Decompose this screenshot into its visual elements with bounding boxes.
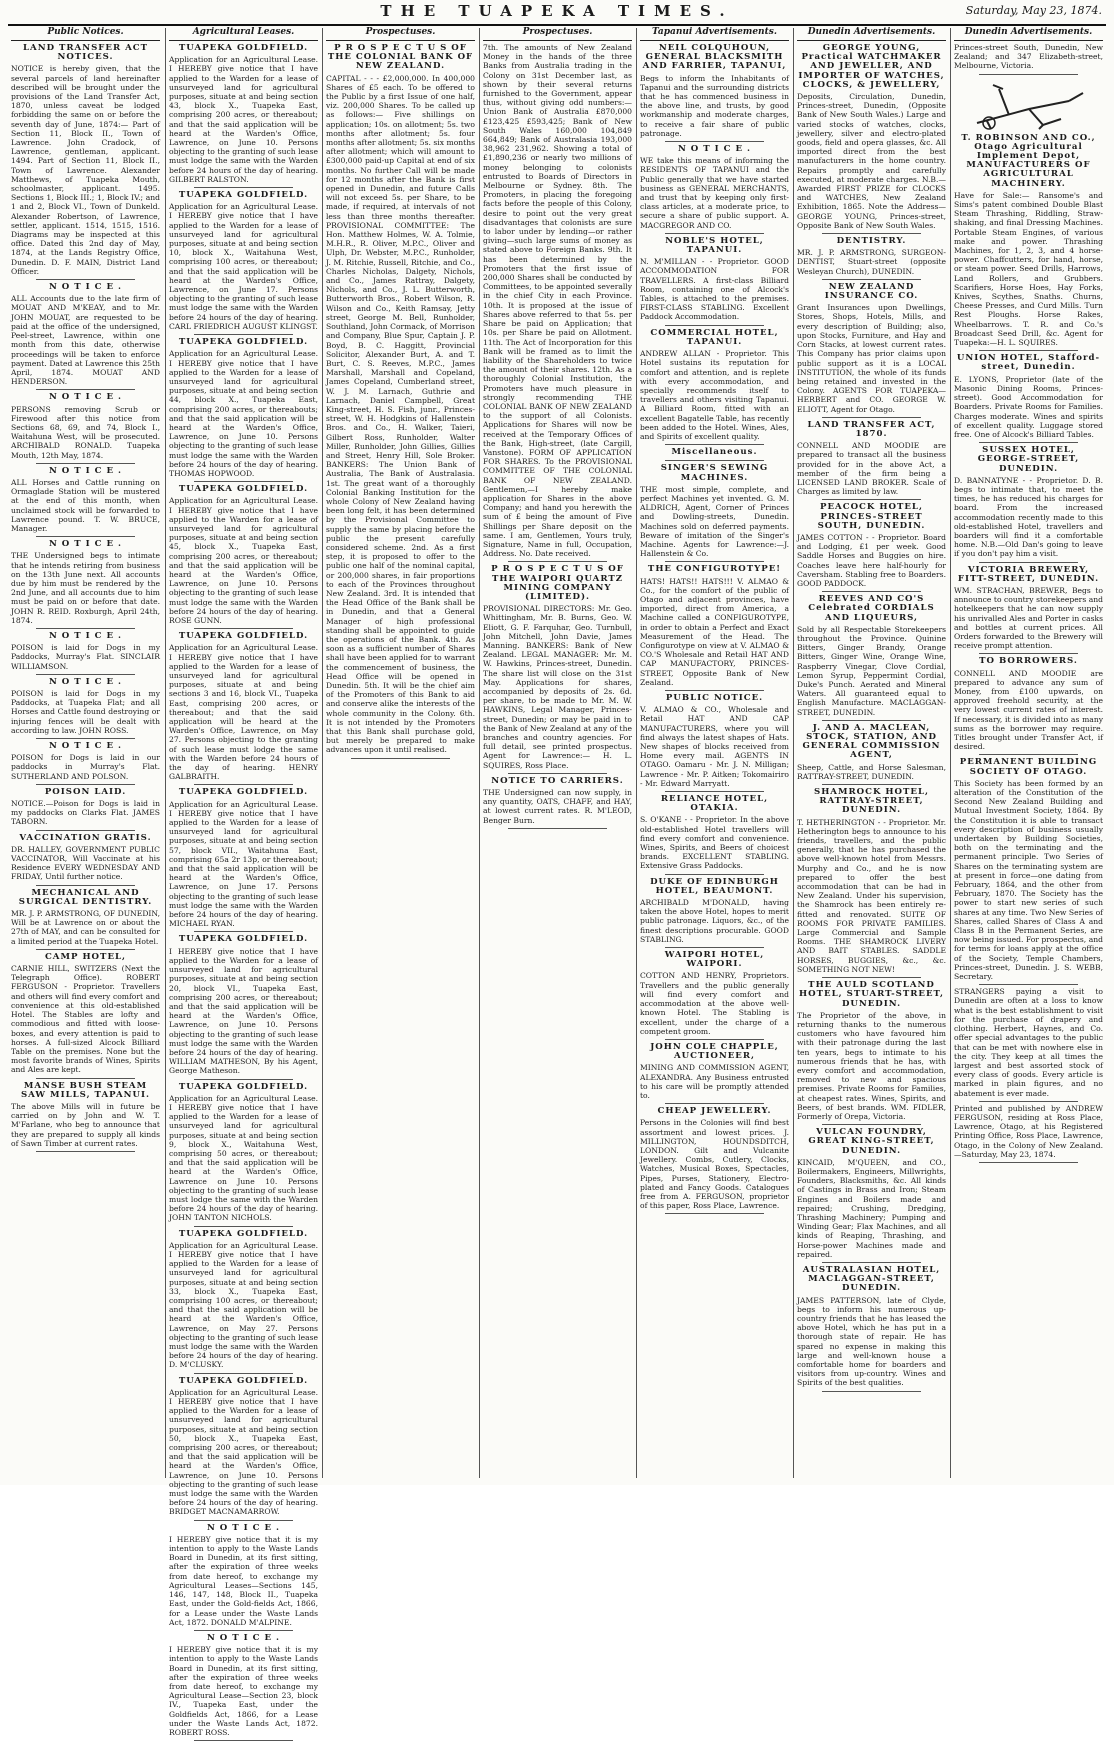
advertisement xyxy=(8,632,163,671)
advertisement-title: DENTISTRY. xyxy=(836,236,907,247)
column-header: Prospectuses. xyxy=(483,28,632,41)
advertisement-body: CONNELL AND MOODIE are prepared to advance any sum of Money, from £100 upwards, on approved freehold security, at the very lowest current rates of interest. If necessary, it is divided into as many sums as the borrower may require. Titles brought under Transfer Act, if desired. xyxy=(954,668,1103,752)
rule-divider xyxy=(979,442,1078,443)
advertisement xyxy=(8,44,163,276)
advertisement xyxy=(480,43,635,558)
advertisement xyxy=(480,777,635,825)
advertisement-body: D. BANNATYNE - - Proprietor. D. B. begs to intimate that, to meet the times, he has reduced his charges for board. From the increased accommodation recently made to this old-established Hotel, travellers and boarders will find it a comfortable home. N.B.—Old Dan's going to leave if you don't pay him a visit. xyxy=(954,475,1103,559)
rule-divider xyxy=(665,690,764,691)
column-5 xyxy=(636,28,792,1478)
column-header: Agricultural Leases. xyxy=(169,28,318,41)
advertisement xyxy=(637,951,792,1036)
advertisement xyxy=(8,467,163,533)
advertisement-title: N O T I C E . xyxy=(48,465,123,476)
rule-divider xyxy=(665,791,764,792)
advertisement-body: THE most simple, complete, and perfect Machines yet invented. G. M. ALDRICH, Agent, Corner of Princes and Dowling-streets, Dunedin. Machines sold on deferred payments. Beware of imitation of the Singer's Machine. Agents for Lawrence:—J. Hallenstein & Co. xyxy=(640,484,789,559)
advertisement-title: JOHN COLE CHAPPLE, AUCTIONEER, xyxy=(650,1041,779,1062)
advertisement xyxy=(166,44,321,184)
advertisement-body: E. LYONS, Proprietor (late of the Masonic Dining Rooms, Princes-street). Good Accommodation for Boarders. Private Rooms for Families. Charges moderate. Wines and spirits of excellent quality. Luggage stored free. One of Alcock's Billiard Tables. xyxy=(954,374,1103,439)
column-header: Dunedin Advertisements. xyxy=(954,28,1103,41)
rule-divider xyxy=(36,830,135,831)
advertisement xyxy=(166,935,321,1075)
rule-divider xyxy=(665,1213,764,1214)
masthead xyxy=(8,2,1106,26)
advertisement xyxy=(166,632,321,781)
advertisement-title: TUAPEKA GOLDFIELD. xyxy=(178,1228,309,1239)
advertisement-title: NEW ZEALAND INSURANCE CO. xyxy=(824,281,919,302)
rule-divider xyxy=(665,947,764,948)
advertisement-title: Miscellaneous. xyxy=(671,447,758,458)
advertisement-title: AUSTRALASIAN HOTEL, MACLAGGAN-STREET, DUNEDIN. xyxy=(802,1264,941,1294)
advertisement-body: HATS! HATS!! HATS!!! V. ALMAO & Co., for the comfort of the public of Otago and adjacent provinces, have imported, direct from America, a Machine called a CONFIGUROTYPE, in order to obtain a Perfect and Exact Measurement of the Head. The Configurotype on view at V. ALMAO & CO.'S Wholesale and Retail HAT AND CAP MANUFACTORY, PRINCES-STREET, Opposite Bank of New Zealand. xyxy=(640,576,789,687)
rule-divider xyxy=(822,977,921,978)
advertisement-body: Application for an Agricultural Lease. I HEREBY give notice that I have applied to the Warden for a lease of unsurveyed land for agricultural purposes, situate at and being sections 3 and 16, block VI., Tuapeka East, comprising 200 acres, or thereabout; and that the said application will be heard at the Warden's Office, Lawrence, on May 27. Persons objecting to the granting of such lease must lodge the same with the Warden before 24 hours of the day of hearing. HENRY GALBRAITH. xyxy=(169,643,318,782)
advertisement-body: Sheep, Cattle, and Horse Salesman, RATTRAY-STREET, DUNEDIN. xyxy=(797,762,946,781)
column-header: Prospectuses. xyxy=(326,28,475,41)
advertisement-body: WE take this means of informing the RESIDENTS OF TAPANUI and the Public generally that we have started business as GENERAL MERCHANTS, and trust that by keeping only first-class articles, at a moderate price, to secure a share of public support. A. MACGREGOR AND CO. xyxy=(640,156,789,230)
column-header: Tapanui Advertisements. xyxy=(640,28,789,41)
advertisement-body: Application for an Agricultural Lease. I HEREBY give notice that I have applied to the Warden for a lease of unsurveyed land for agricultural purposes, situate at and being section 50, block X., Tuapeka East, comprising 200 acres, or thereabout; and that the said application will be heard at the Warden's Office, Lawrence, on June 10. Persons objecting to the granting of such lease must lodge the same with the Warden before 24 hours of the day of hearing. BRIDGET MACNAMARROW. xyxy=(169,1387,318,1517)
rule-divider xyxy=(979,1101,1078,1102)
advertisement xyxy=(637,1107,792,1210)
rule-divider xyxy=(194,628,293,629)
rule-divider xyxy=(665,460,764,461)
rule-divider xyxy=(665,1039,764,1040)
advertisement-title: N O T I C E . xyxy=(48,539,123,550)
advertisement-body: V. ALMAO & CO., Wholesale and Retail HAT AND CAP MANUFACTURERS, where you will find always the latest shapes of Hats. New shapes of blocks received from Home every mail. AGENTS IN OTAGO. Oamaru - Mr. J. N. Milligan; Lawrence - Mr. P. Aitken; Tokomairiro - Mr. Edward Marryatt. xyxy=(640,705,789,788)
column-3 xyxy=(322,28,478,1478)
advertisement-title: N O T I C E . xyxy=(48,282,123,293)
advertisement-body: POISON is laid for Dogs in my Paddocks, at Tuapeka Flat; and all Horses and Cattle found destroying or injuring fences will be dealt with according to law. JOHN ROSS. xyxy=(11,689,160,735)
advertisement-body: DR. HALLEY, GOVERNMENT PUBLIC VACCINATOR, Will Vaccinate at his Residence EVERY WEDNESDAY AND FRIDAY, Until further notice. xyxy=(11,844,160,882)
advertisement-title: N O T I C E . xyxy=(206,1632,281,1643)
advertisement-body: Application for an Agricultural Lease. I HEREBY give notice that I have applied to the Warden for a lease of unsurveyed land for agricultural purposes, situate at and being section 9, block X., Waitahuna West, comprising 50 acres, or thereabout; and that the said application will be heard at the Warden's Office, Lawrence on June 10. Persons objecting to the granting of such lease must lodge the same with the Warden before 24 hours of the day of hearing. JOHN TANTON NICHOLS. xyxy=(169,1093,318,1223)
advertisement-title: TUAPEKA GOLDFIELD. xyxy=(178,934,309,945)
column-header: Dunedin Advertisements. xyxy=(797,28,946,41)
advertisement-body: MR. J. P. ARMSTRONG, OF DUNEDIN, Will be at Lawrence on or about the 27th of MAY, and can be consulted for a limited period at the Tuapeka Hotel. xyxy=(11,909,160,946)
advertisement xyxy=(951,758,1106,981)
advertisement-body: STRANGERS paying a visit to Dunedin are often at a loss to know what is the best establishment to visit for the purchase of drapery and clothing. Herbert, Haynes, and Co. offer special advantages to the public that can be met with nowhere else in the city. They keep at all times the largest and best assorted stock of every class of goods. Every article is marked in plain figures, and no abatement is ever made. xyxy=(954,987,1103,1098)
advertisement-title: VACCINATION GRATIS. xyxy=(19,832,152,843)
advertisement-title: THE CONFIGUROTYPE! xyxy=(647,564,782,575)
rule-divider xyxy=(979,984,1078,985)
advertisement xyxy=(8,788,163,827)
rule-divider xyxy=(822,499,921,500)
rule-divider xyxy=(194,1079,293,1080)
advertisement-title: N O T I C E . xyxy=(48,676,123,687)
rule-divider xyxy=(822,1391,921,1392)
advertisement-body: ALL Horses and Cattle running on Ormaglade Station will be mustered at the end of this month, when unclaimed stock will be forwarded to Lawrence pound. T. W. BRUCE, Manager. xyxy=(11,477,160,533)
advertisement xyxy=(166,1524,321,1627)
rule-divider xyxy=(36,279,135,280)
advertisement xyxy=(8,742,163,781)
advertisement-title: N O T I C E . xyxy=(206,1522,281,1533)
advertisement xyxy=(166,485,321,625)
advertisement-title: J. AND A. MACLEAN, STOCK, STATION, AND GENERAL COMMISSION AGENT, xyxy=(802,722,941,761)
advertisement xyxy=(166,191,321,331)
column-4 xyxy=(479,28,635,1478)
rule-divider xyxy=(508,561,607,562)
advertisement-title: TO BORROWERS. xyxy=(979,656,1078,667)
advertisement xyxy=(8,283,163,386)
rule-divider xyxy=(979,1162,1078,1163)
rule-divider xyxy=(36,536,135,537)
advertisement-title: TUAPEKA GOLDFIELD. xyxy=(178,484,309,495)
advertisement xyxy=(480,565,635,769)
advertisement xyxy=(166,1377,321,1517)
advertisement-body: This Society has been formed by an alteration of the Constitution of the Second New Zealand Building and Mutual Investment Society, 1864. By the Constitution it is able to transact every description of business usually undertaken by Building Societies, both on the terminating and the permanent principle. Two Series of Shares on the terminating system are at present in force—one dating from February, 1864, and the other from February, 1870. The Society has the power to start new series of such shares at any time. Two New Series of Shares, called Shares of Class A and Class B in the Permanent Series, are now being issued. For prospectus, and for terms for loans apply at the office of the Society, Temple Chambers, Princes-street, Dunedin. J. S. WEBB, Secretary. xyxy=(954,778,1103,982)
advertisement-body: JAMES PATTERSON, late of Clyde, begs to inform his numerous up-country friends that he has leased the above Hotel, which he has put in a thorough state of repair. He has spared no expense in making this large and well-known house a comfortable home for boarders and visitors from up-country. Wines and Spirits of the best qualities. xyxy=(797,1295,946,1388)
advertisement xyxy=(166,1230,321,1370)
advertisement-body: Deposits, Circulation, Dunedin, Princes-street, Dunedin, (Opposite Bank of New South Wales.) Large and varied stocks of watches, clocks, jewellery, silver and electro-plated goods, field and opera glasses, &c. All imported direct from the best manufacturers in the home country. Repairs promptly and carefully executed, at moderate charges. N.B.—Awarded FIRST PRIZE for CLOCKS and WATCHES, New Zealand Exhibition, 1865. Note the Address— GEORGE YOUNG, Princes-street, Opposite Bank of New South Wales. xyxy=(797,92,946,230)
advertisement-body: ARCHIBALD M'DONALD, having taken the above Hotel, hopes to merit public patronage. Liquors, &c., of the finest descriptions procurable. GOOD STABLING. xyxy=(640,898,789,944)
rule-divider xyxy=(36,885,135,886)
advertisement-title: P R O S P E C T U S OF THE COLONIAL BANK OF NEW ZEALAND. xyxy=(327,43,474,72)
advertisement xyxy=(794,421,949,497)
advertisement xyxy=(637,329,792,441)
advertisement-body: The Proprietor of the above, in returning thanks to the numerous customers who have favoured him with their patronage during the last ten years, begs to intimate to his numerous friends that he has, with every comfort and accommodation, removed to new and spacious premises. Private Rooms for Families, at cheapest rates. Wines, Spirits, and Beers, of best brands. WM. FIDLER, Formerly of Orepa, Victoria. xyxy=(797,1010,946,1121)
rule-divider xyxy=(36,1151,135,1152)
advertisement-title: REEVES AND CO'S Celebrated CORDIALS AND LIQUEURS, xyxy=(808,594,935,623)
rule-divider xyxy=(822,279,921,280)
rule-divider xyxy=(979,74,1078,75)
advertisement xyxy=(8,393,163,459)
advertisement-title: T. ROBINSON AND CO., Otago Agricultural Implement Depot, MANUFACTURERS OF AGRICULTURAL MACHINERY. xyxy=(961,132,1096,189)
column-2 xyxy=(165,27,321,1737)
advertisement xyxy=(794,503,949,588)
advertisement xyxy=(637,694,792,788)
advertisement xyxy=(637,795,792,871)
rule-divider xyxy=(36,463,135,464)
advertisement xyxy=(794,981,949,1121)
rule-divider xyxy=(822,1262,921,1263)
rule-divider xyxy=(979,350,1078,351)
rule-divider xyxy=(979,653,1078,654)
rule-divider xyxy=(36,628,135,629)
advertisement xyxy=(166,1083,321,1223)
advertisement xyxy=(8,889,163,946)
advertisement xyxy=(951,1104,1106,1159)
rule-divider xyxy=(194,1520,293,1521)
plough-illustration xyxy=(969,79,1089,131)
advertisement xyxy=(794,724,949,781)
rule-divider xyxy=(665,874,764,875)
column-6 xyxy=(793,28,949,1478)
advertisement-title: NOBLE'S HOTEL, TAPANUI. xyxy=(665,235,764,256)
advertisement xyxy=(637,145,792,230)
advertisement xyxy=(637,565,792,687)
rule-divider xyxy=(194,784,293,785)
advertisement-title: THE AULD SCOTLAND HOTEL, STUART-STREET, DUNEDIN. xyxy=(799,980,944,1009)
advertisement xyxy=(794,283,949,414)
rule-divider xyxy=(36,784,135,785)
advertisement xyxy=(794,595,949,717)
advertisement-body: COTTON AND HENRY, Proprietors. Travellers and the public generally will find every comfort and accommodation at the above well-known Hotel. The Stabling is excellent, under the charge of a competent groom. xyxy=(640,971,789,1036)
advertisement-title: LAND TRANSFER ACT, 1870. xyxy=(807,419,936,439)
advertisement-title: WAIPORI HOTEL, WAIPORI. xyxy=(664,950,765,970)
advertisement xyxy=(951,43,1106,71)
advertisement-body: KINCAID, M'QUEEN, and CO., Boilermakers, Engineers, Millwrights, Founders, Blacksmiths, &c. All kinds of Castings in Brass and Iron; Steam Engines and Boilers made and repaired; Crushing, Dredging, Thrashing Machinery; Pumping and Winding Gear; Flax Machines, and all kinds of Reaping, Thrashing, and Horse-power Machines made and repaired. xyxy=(797,1157,946,1259)
advertisement xyxy=(166,788,321,928)
rule-divider xyxy=(36,949,135,950)
advertisement xyxy=(951,566,1106,651)
rule-divider xyxy=(194,334,293,335)
advertisement-body: NOTICE is hereby given, that the several parcels of land hereinafter described will be brought under the provisions of the Land Transfer Act, 1870, unless caveat be lodged forbidding the same on or before the seventh day of June, 1874:— Part of Section 11, Block II., Town of Lawrence. John Cradock, of Lawrence, gentleman, applicant. 1494. Part of Section 11, Block II., Town of Lawrence. Alexander Matthews, of Tuapeka Mouth, schoolmaster, applicant. 1495. Sections 1, Block III.; 1, Block IV.; and 1 and 2, Block VI., Town of Dunkeld. Alexander Robertson, of Lawrence, settler, applicant. 1514, 1515, 1516. Diagrams may be inspected at this office. Dated this 2nd day of May, 1874, at the Lands Registry Office, Dunedin. D. F. MAIN, District Land Officer. xyxy=(11,64,160,276)
rule-divider xyxy=(36,674,135,675)
rule-divider xyxy=(822,233,921,234)
advertisement-title: NEIL COLQUHOUN, GENERAL BLACKSMITH AND FARRIER, TAPANUI, xyxy=(642,43,787,72)
advertisement-body: THE Undersigned begs to intimate that he intends retiring from business on the 13th June next. All accounts due by him must be rendered by the 2nd June, and all accounts due to him must be paid on or before that date. JOHN R. REID. Roxburgh, April 24th, 1874. xyxy=(11,551,160,625)
advertisement-body: THE Undersigned can now supply, in any quantity, OATS, CHAFF, and HAY, at lowest current rates. R. M'LEOD, Benger Burn. xyxy=(483,788,632,825)
advertisement-body: S. O'KANE - - Proprietor. In the above old-established Hotel travellers will find every comfort and convenience. Wines, Spirits, and Beers of choicest brands. EXCELLENT STABLING. Extensive Grass Paddocks. xyxy=(640,815,789,871)
advertisement-title: POISON LAID. xyxy=(44,786,127,797)
rule-divider xyxy=(665,1103,764,1104)
advertisement-title: N O T I C E . xyxy=(48,630,123,641)
advertisement xyxy=(637,237,792,322)
rule-divider xyxy=(508,828,607,829)
advertisement-title: TUAPEKA GOLDFIELD. xyxy=(178,337,309,348)
advertisement-title: LAND TRANSFER ACT NOTICES. xyxy=(23,43,148,63)
rule-divider xyxy=(665,325,764,326)
advertisement xyxy=(8,678,163,735)
rule-divider xyxy=(665,141,764,142)
advertisement xyxy=(166,1634,321,1737)
advertisement-title: TUAPEKA GOLDFIELD. xyxy=(178,1081,309,1092)
issue-date: Saturday, May 23, 1874. xyxy=(965,4,1102,17)
advertisement xyxy=(637,878,792,944)
newspaper-title: THE TUAPEKA TIMES. xyxy=(380,2,734,20)
advertisement-body: Grant Insurances upon Dwellings, Stores, Shops, Hotels, Mills, and every description of Building; also, upon Stocks, Furniture, and Hay and Corn Stacks, at lowest current rates. This Company has prior claims upon public support as it is a LOCAL INSTITUTION, the whole of its funds being retained and invested in the Colony. AGENTS FOR TUAPEKA—HERBERT and CO. GEORGE W. ELIOTT, Agent for Otago. xyxy=(797,303,946,414)
advertisement-body: POISON is laid for Dogs in my Paddocks, Murray's Flat. SINCLAIR WILLIAMSON. xyxy=(11,643,160,671)
rule-divider xyxy=(194,931,293,932)
rule-divider xyxy=(822,784,921,785)
advertisement xyxy=(951,354,1106,439)
rule-divider xyxy=(194,481,293,482)
advertisement-body: Begs to inform the Inhabitants of Tapanui and the surrounding districts that he has commenced business in the above line, and trusts, by good workmanship and moderate charges, to receive a fair share of public patronage. xyxy=(640,73,789,138)
rule-divider xyxy=(36,738,135,739)
rule-divider xyxy=(665,233,764,234)
advertisement-title: COMMERCIAL HOTEL, TAPANUI. xyxy=(650,327,779,347)
advertisement-title: N O T I C E . xyxy=(48,741,123,752)
rule-divider xyxy=(508,773,607,774)
advertisement-title: TUAPEKA GOLDFIELD. xyxy=(178,43,309,53)
advertisement-title: PUBLIC NOTICE. xyxy=(665,693,764,703)
advertisement-body: Sold by all Respectable Storekeepers throughout the Province. Quinine Bitters, Ginger Brandy, Orange Bitters, Ginger Wine, Orange Wine, Raspberry Vinegar, Clove Cordial, Lemon Syrup, Peppermint Cordial, Duke's Punch. Aerated and Mineral Waters. All guaranteed equal to English Manufacture. MACLAGGAN-STREET, DUNEDIN. xyxy=(797,624,946,717)
advertisement-body: T. HETHERINGTON - - Proprietor. Mr. Hetherington begs to announce to his friends, travellers, and the public generally, that he has purchased the above well-known hotel from Messrs. Murphy and Co., and he is now prepared to offer the best accommodation that can be had in New Zealand. Under his supervision, the Shamrock has been entirely re-fitted and renovated. SUITE OF ROOMS FOR PRIVATE FAMILIES. Large Commercial and Sample Rooms. THE SHAMROCK LIVERY AND BAIT STABLES. SADDLE HORSES, BUGGIES, &c., &c. SOMETHING NOT NEW! xyxy=(797,817,946,974)
advertisement xyxy=(166,338,321,478)
advertisement xyxy=(794,1266,949,1388)
advertisement-body: CAPITAL - - - £2,000,000. In 400,000 Shares of £5 each. To be offered to the Public by a first Issue of one half, viz. 200,000 Shares. To be called up as follows:— Five shillings on application; 10s. on allotment; 5s. two months after allotment; 5s. four months after allotment; 5s. six months after allotment; which will amount to £300,000 paid-up Capital at end of six months. No further Call will be made for 12 months after the Bank is first opened in Dunedin, and future Calls will not exceed 5s. per Share, to be made, if required, at intervals of not less than three months thereafter. PROVISIONAL COMMITTEE: The Hon. Matthew Holmes, W. A. Tolmie, M.H.R., R. Oliver, M.P.C., Oliver and Ulph, Dr. Webster, M.P.C., Runholder, J. M. Ritchie, Russell, Ritchie, and Co., Charles Nicholas, Dalgety, Nichols, and Co., James Rattray, Dalgety, Nichols, and Co., J. L. Butterworth, Butterworth Bros., Robert Wilson, R. Wilson and Co., Keith Ramsay, Jetty street, George M. Bell, Runholder, Southland, John Cormack, of Morrison and Company, Blue Spur, Captain J. P. Boyd, B. C. Haggitt, Provincial Solicitor, Alexander Burt, A. and T. Burt, C. S. Reeves, M.P.C., James Marshall, Marshall and Copeland, James Copeland, Cumberland street, W. J. M. Larnach, Guthrie and Larnach, Daniel Campbell, Great King-street, H. S. Fish, junr., Princes-street, W. H. Hodgkins of Hallenstein Bros. and Co., H. Walker, Taieri, Gilbert Ross, Runholder, Walter Miller, Runholder, John Gillies, Gillies and Street, Henry Hill, Sole Broker. BANKERS: The Union Bank of Australia, The Bank of Australasia. 1st. The great want of a thoroughly Colonial Banking Institution for the whole Colony of New Zealand having been long felt, it has been determined by the Provisional Committee to supply the same by placing before the public the present carefully considered scheme. 2nd. As a first step, it is proposed to offer to the public one half of the nominal capital, or 200,000 shares, in fair proportions to each of the Provinces throughout New Zealand. 3rd. It is intended that the Head Office of the Bank shall be in Dunedin, and that a General Manager of high professional standing shall be appointed to guide the operations of the Bank. 4th. As soon as a sufficient number of Shares shall have been applied for to warrant the commencement of business, the Head Office will be opened in Dunedin. 5th. It will be the chief aim of the Promoters of this Bank to aid and conserve alike the interests of the whole community in the Colony. 6th. It is not intended by the Promoters that this Bank shall purchase gold, but merely be prepared to make advances upon it until realised. xyxy=(326,73,475,755)
advertisement-body: I HEREBY give notice that it is my intention to apply to the Waste Lands Board in Dunedin, at its first sitting, after the expiration of three weeks from date hereof, to exchange my Agricultural Leases—Sections 145, 146, 147, 148, Block II., Tuapeka East, under the Gold-fields Act, 1866, for a Lease under the Waste Lands Act, 1872. DONALD M'ALPINE. xyxy=(169,1534,318,1627)
rule-divider xyxy=(36,389,135,390)
advertisement-body: The above Mills will in future be carried on by John and W. T. M'Farlane, who beg to announce that they are prepared to supply all kinds of Sawn Timber at current rates. xyxy=(11,1101,160,1148)
advertisement xyxy=(8,540,163,625)
advertisement xyxy=(794,44,949,230)
advertisement xyxy=(637,44,792,138)
rule-divider xyxy=(665,561,764,562)
advertisement xyxy=(8,1082,163,1148)
advertisement-body: PERSONS removing Scrub or Firewood after this notice from Sections 68, 69, and 74, Block I., Waitahuna West, will be prosecuted. ARCHIBALD RONALD. Tuapeka Mouth, 12th May, 1874. xyxy=(11,404,160,460)
advertisement xyxy=(323,44,478,755)
advertisement xyxy=(637,448,792,457)
advertisement-body: WM. STRACHAN, BREWER, Begs to announce to country storekeepers and hotelkeepers that he can now supply his unrivalled Ales and Porter in casks and bottles at current prices. All Orders forwarded to the Brewery will receive prompt attention. xyxy=(954,585,1103,651)
rule-divider xyxy=(822,591,921,592)
advertisement-body: CARNIE HILL, SWITZERS (Next the Telegraph Office). ROBERT FERGUSON - Proprietor. Travellers and others will find every comfort and convenience at this old-established Hotel. The Stables are lofty and commodious and fitted with loose-boxes, and every attention is paid to horses. A full-sized Alcock Billiard Table on the premises. None but the most favorite brands of Wines, Spirits and Ales are kept. xyxy=(11,964,160,1075)
advertisement-title: RELIANCE HOTEL, OTAKIA. xyxy=(660,794,769,814)
advertisement-body: PROVISIONAL DIRECTORS: Mr. Geo. Whittingham, Mr. B. Burns, Geo. W. Eliott, G. F. Farquhar, Geo. Turnbull, John Mitchell, John Davie, James Manning. BANKERS: Bank of New Zealand. LEGAL MANAGER: Mr. M. W. Hawkins, Princes-street, Dunedin. The share list will close on the 31st May. Applications for shares, accompanied by deposits of 2s. 6d. per share, to be made to Mr. M. W. HAWKINS, Legal Manager, Princes-street, Dunedin; or may be paid in to the Bank of New Zealand at any of the branches and country agencies. For full detail, see printed prospectus. Agent for Lawrence:— H. L. SQUIRES, Ross Place. xyxy=(483,604,632,770)
advertisement-title: N O T I C E . xyxy=(48,392,123,403)
advertisement-body: Application for an Agricultural Lease. I HEREBY give notice that I have applied to the Warden for a lease of unsurveyed land for agricultural purposes, situate at and being section 44, block X., Tuapeka East, comprising 200 acres, or thereabouts; and that the said application will be heard at the Warden's Office, Lawrence, on June 10. Persons objecting to the granting of such lease must lodge the same with the Warden before 24 hours of the day of hearing. THOMAS HOPWOOD. xyxy=(169,349,318,478)
rule-divider xyxy=(194,1226,293,1227)
advertisement-body: I HEREBY give notice that it is my intention to apply to the Waste Lands Board in Dunedin, at its first sitting, after the expiration of three weeks from date hereof, to exchange my Agricultural Lease—Section 23, block IV., Tuapeka East, under the Goldfields Act, 1866, for a Lease under the Waste Lands Act, 1872. ROBERT ROSS. xyxy=(169,1645,318,1737)
rule-divider xyxy=(979,562,1078,563)
rule-divider xyxy=(194,187,293,188)
rule-divider xyxy=(36,1078,135,1079)
column-7 xyxy=(950,28,1106,1478)
advertisement xyxy=(951,79,1106,348)
advertisement-title: TUAPEKA GOLDFIELD. xyxy=(178,631,309,642)
advertisement xyxy=(794,237,949,276)
advertisement-title: CAMP HOTEL, xyxy=(44,951,127,962)
advertisement-body: 7th. The amounts of New Zealand Money in the hands of the three Banks from Australia trading in the Colony on 31st December last, as shown by their several returns furnished to the Government, appear thus, without giving odd numbers:— Union Bank of Australia £870,000 £123,425 £593,425; Bank of New South Wales 160,000 104,849 664,849; Bank of Australasia 193,000 38,962 231,962. Showing a total of £1,890,236 or nearly two millions of money belonging to colonists entrusted to Boards of Directors in Melbourne or Sydney. 8th. The Promoters, in placing the foregoing facts before the people of this Colony, desire to point out the very great disadvantages that colonists are sure to labor under by lending—or rather giving—such large sums of money as stated above to Foreign Banks. 9th. It has been determined by the Promoters that the first issue of 200,000 Shares shall be conducted by Committees, to be appointed severally in the chief City in each Province. 10th. It is proposed at the issue of Shares above referred to that 5s. per Share be paid on Application; that 10s. per Share be paid on Allotment. 11th. The Act of Incorporation for this Bank will be framed as to limit the liability of the Shareholders to twice the amount of their shares. 12th. As a thoroughly Colonial Institution, the Promoters have much pleasure in strongly recommending THE COLONIAL BANK OF NEW ZEALAND to the support of all Colonists. Applications for Shares will now be received at the Temporary Offices of the Bank, High-street, (late Cargill, Vanstone). FORM OF APPLICATION FOR SHARES. To the PROVISIONAL COMMITTEE OF THE COLONIAL BANK OF NEW ZEALAND. Gentlemen,—I hereby make application for Shares in the above Company; and hand you herewith the sum of £ being the amount of Five Shillings per Share deposit on the same. I am, Gentlemen, Yours truly, Signature, Name in full, Occupation, Address. No. Date received. xyxy=(483,43,632,559)
advertisement xyxy=(637,1043,792,1100)
advertisement xyxy=(8,953,163,1075)
advertisement xyxy=(794,788,949,974)
advertisement-body: Printed and published by ANDREW FERGUSON, residing at Ross Place, Lawrence, Otago, at his Registered Printing Office, Ross Place, Lawrence, Otago, in the Colony of New Zealand.—Saturday, May 23, 1874. xyxy=(954,1103,1103,1159)
advertisement-body: Application for an Agricultural Lease. I HEREBY give notice that I have applied to the Warden for a lease of unsurveyed land for agricultural purposes, situate at and being section 33, block X., Tuapeka East, comprising 100 acres, or thereabout; and that the said application will be heard at the Warden's Office, Lawrence, on May 27. Persons objecting to the granting of such lease must lodge the same with the Warden before 24 hours of the day of hearing. D. M'CLUSKY. xyxy=(169,1240,318,1370)
advertisement-title: CHEAP JEWELLERY. xyxy=(657,1106,772,1117)
advertisement-body: Persons in the Colonies will find best assortment and lowest prices. J. MILLINGTON, HOUNDSDITCH, LONDON. Gilt and Vulcanite Jewellery. Combs, Cutlery, Clocks, Watches, Musical Boxes, Spectacles, Pipes, Purses, Stationery, Electro-plated and Fancy Goods. Catalogues free from A. FERGUSON, proprietor of this paper, Ross Place, Lawrence. xyxy=(640,1118,789,1211)
advertisement-body: I HEREBY give notice that I have applied to the Warden for a lease of unsurveyed land for agricultural purposes, situate at and being section 20, block VI., Tuapeka East, comprising 200 acres, or thereabout; and that the said application will be heard at the Warden's Office, Lawrence, on June 10. Persons objecting to the granting of such lease must lodge the same with the Warden before 24 hours of the day of hearing. WILLIAM MATHESON, By his Agent, George Matheson. xyxy=(169,946,318,1076)
advertisement-title: VICTORIA BREWERY, FITT-STREET, DUNEDIN. xyxy=(957,564,1100,584)
advertisement-body: Princes-street South, Dunedin, New Zealand; and 347 Elizabeth-street, Melbourne, Victoria. xyxy=(954,43,1103,71)
rule-divider xyxy=(822,720,921,721)
advertisement-body: Have for Sale:— Ransome's and Sims's patent combined Double Blast Steam Thrashing, Riddling, Straw-shaking, and final Dressing Machines. Portable Steam Engines, of various make and power. Thrashing Machines, for 1, 2, 3, and 4 horse-power. Chaffcutters, for hand, horse, or steam power. Seed Drills, Harrows, Land Rollers, and Grubbers. Scarifiers, Horse Hoes, Hay Forks, Knives, Scythes, Snaths. Churns, Cheese Presses, and Curd Mills. Turn Rest Ploughs. Horse Rakes, Wheelbarrows. T. R. and Co.'s Broadcast Seed Drill, &c. Agent for Tuapeka:—H. L. SQUIRES. xyxy=(954,190,1103,348)
advertisement-body: Application for an Agricultural Lease. I HEREBY give notice that I have applied to the Warden for a lease of unsurveyed land for agricultural purposes, situate at and being section 43, block X., Tuapeka East, comprising 200 acres, or thereabout; and that the said application will be heard at the Warden's Office, Lawrence, on June 10. Persons objecting to the granting of such lease must lodge the same with the Warden before 24 hours of the day of hearing. GILBERT RALSTON. xyxy=(169,55,318,184)
advertisement-title: GEORGE YOUNG, Practical WATCHMAKER AND JEWELLER, AND IMPORTER OF WATCHES, CLOCKS, & JEWELLERY, xyxy=(798,43,945,90)
column-1 xyxy=(8,28,163,1478)
advertisement-body: POISON for Dogs is laid in our paddocks in Murray's Flat. SUTHERLAND AND POLSON. xyxy=(11,753,160,781)
advertisement-title: SINGER'S SEWING MACHINES. xyxy=(660,463,769,483)
advertisement-title: SUSSEX HOTEL, GEORGE-STREET, DUNEDIN. xyxy=(977,445,1080,474)
advertisement-body: CONNELL AND MOODIE are prepared to transact all the business provided for in the above Act, a member of the firm being a LICENSED LAND BROKER. Scale of Charges as limited by law. xyxy=(797,441,946,497)
advertisement-title: N O T I C E . xyxy=(677,144,752,155)
advertisement-title: P R O S P E C T U S OF THE WAIPORI QUARTZ MINING COMPANY (LIMITED). xyxy=(491,564,624,602)
columns xyxy=(8,27,1106,1737)
advertisement-title: VULCAN FOUNDRY, GREAT KING-STREET, DUNEDIN. xyxy=(808,1127,935,1156)
advertisement-body: N. M'MILLAN - - Proprietor. GOOD ACCOMMODATION FOR TRAVELLERS. A first-class Billiard Room, containing one of Alcock's Tables, is attached to the premises. FIRST-CLASS STABLING. Excellent Paddock Accommodation. xyxy=(640,257,789,322)
advertisement-title: DUKE OF EDINBURGH HOTEL, BEAUMONT. xyxy=(650,876,779,896)
advertisement-body: ALL Accounts due to the late firm of MOUAT AND M'KEAY, and to Mr. JOHN MOUAT, are requested to be paid at the office of the undersigned, Peel-street, Lawrence, within one month from this date, otherwise proceedings will be taken to enforce payment. Dated at Lawrence this 25th April, 1874. MOUAT AND HENDERSON. xyxy=(11,294,160,387)
advertisement xyxy=(8,834,163,882)
rule-divider xyxy=(822,1124,921,1125)
rule-divider xyxy=(351,758,450,759)
rule-divider xyxy=(194,1630,293,1631)
advertisement-body: Application for an Agricultural Lease. I HEREBY give notice that I have applied to the Warden for a lease of unsurveyed land for agricultural purposes, situate at and being section 57, block VII., Waitahuna East, comprising 65a 2r 13p, or thereabout; and that the said application will be heard at the Warden's Office, Lawrence, on June 17. Persons objecting to the granting of such lease must lodge the same with the Warden before 24 hours of the day of hearing. MICHAEL RYAN. xyxy=(169,799,318,929)
advertisement-title: PERMANENT BUILDING SOCIETY OF OTAGO. xyxy=(959,757,1098,777)
column-header: Public Notices. xyxy=(11,28,160,41)
advertisement-body: MINING AND COMMISSION AGENT, ALEXANDRA. Any Business entrusted to his care will be promptly attended to. xyxy=(640,1063,789,1100)
advertisement xyxy=(637,464,792,558)
advertisement-body: Application for an Agricultural Lease. I HEREBY give notice that I have applied to the Warden for a lease of unsurveyed land for agricultural purposes, situate at and being section 45, block X., Tuapeka East, comprising 200 acres, or thereabout; and that the said application will be heard at the Warden's Office, Lawrence, on June 10. Persons objecting to the granting of such lease must lodge the same with the Warden before 24 hours of the day of hearing. ROSE GUNN. xyxy=(169,496,318,625)
advertisement-body: MR. J. P. ARMSTRONG, SURGEON-DENTIST, Stuart-street (opposite Wesleyan Church), DUNEDIN. xyxy=(797,248,946,276)
rule-divider xyxy=(194,1373,293,1374)
advertisement-title: TUAPEKA GOLDFIELD. xyxy=(178,190,309,201)
advertisement-body: Application for an Agricultural Lease. I HEREBY give notice that I have applied to the Warden for a lease of unsurveyed land for agricultural purposes, situate at and being section 10, block X., Waitahuna West, comprising 100 acres, or thereabout; and that the said application will be heard at the Warden's Office, Lawrence, on June 17. Persons objecting to the granting of such lease must lodge the same with the Warden before 24 hours of the day of hearing. CARL FRIEDRICH AUGUST KLINGST. xyxy=(169,202,318,331)
rule-divider xyxy=(979,754,1078,755)
advertisement xyxy=(951,987,1106,1097)
advertisement xyxy=(951,657,1106,751)
advertisement-title: UNION HOTEL, Stafford-street, Dunedin. xyxy=(956,353,1101,373)
advertisement xyxy=(794,1128,949,1259)
advertisement-title: TUAPEKA GOLDFIELD. xyxy=(178,1375,309,1386)
advertisement-title: TUAPEKA GOLDFIELD. xyxy=(178,787,309,798)
advertisement-title: MECHANICAL AND SURGICAL DENTISTRY. xyxy=(18,887,153,907)
advertisement-body: JAMES COTTON - - Proprietor. Board and Lodging, £1 per week. Good Saddle Horses and Buggies on hire. Coaches leave here half-hourly for Caversham. Stabling free to Boarders. GOOD PADDOCK. xyxy=(797,532,946,588)
advertisement-title: PEACOCK HOTEL, PRINCES-STREET SOUTH, DUNEDIN. xyxy=(817,502,926,531)
advertisement-title: NOTICE TO CARRIERS. xyxy=(491,775,624,786)
advertisement-body: ANDREW ALLAN - Proprietor. This Hotel sustains its reputation for comfort and attention, and is replete with every accommodation, and specially recommends itself to travellers and others visiting Tapanui. A Billiard Room, fitted with an excellent Bagatelle Table, has recently been added to the Hotel. Wines, Ales, and Spirits of excellent quality. xyxy=(640,349,789,441)
rule-divider xyxy=(665,444,764,445)
advertisement-title: MANSE BUSH STEAM SAW MILLS, TAPANUI. xyxy=(20,1080,151,1100)
advertisement-title: SHAMROCK HOTEL, RATTRAY-STREET, DUNEDIN. xyxy=(813,787,930,816)
advertisement xyxy=(951,446,1106,558)
advertisement-body: NOTICE.—Poison for Dogs is laid in my paddocks on Clarks Flat. JAMES TABORN. xyxy=(11,799,160,827)
rule-divider xyxy=(822,417,921,418)
